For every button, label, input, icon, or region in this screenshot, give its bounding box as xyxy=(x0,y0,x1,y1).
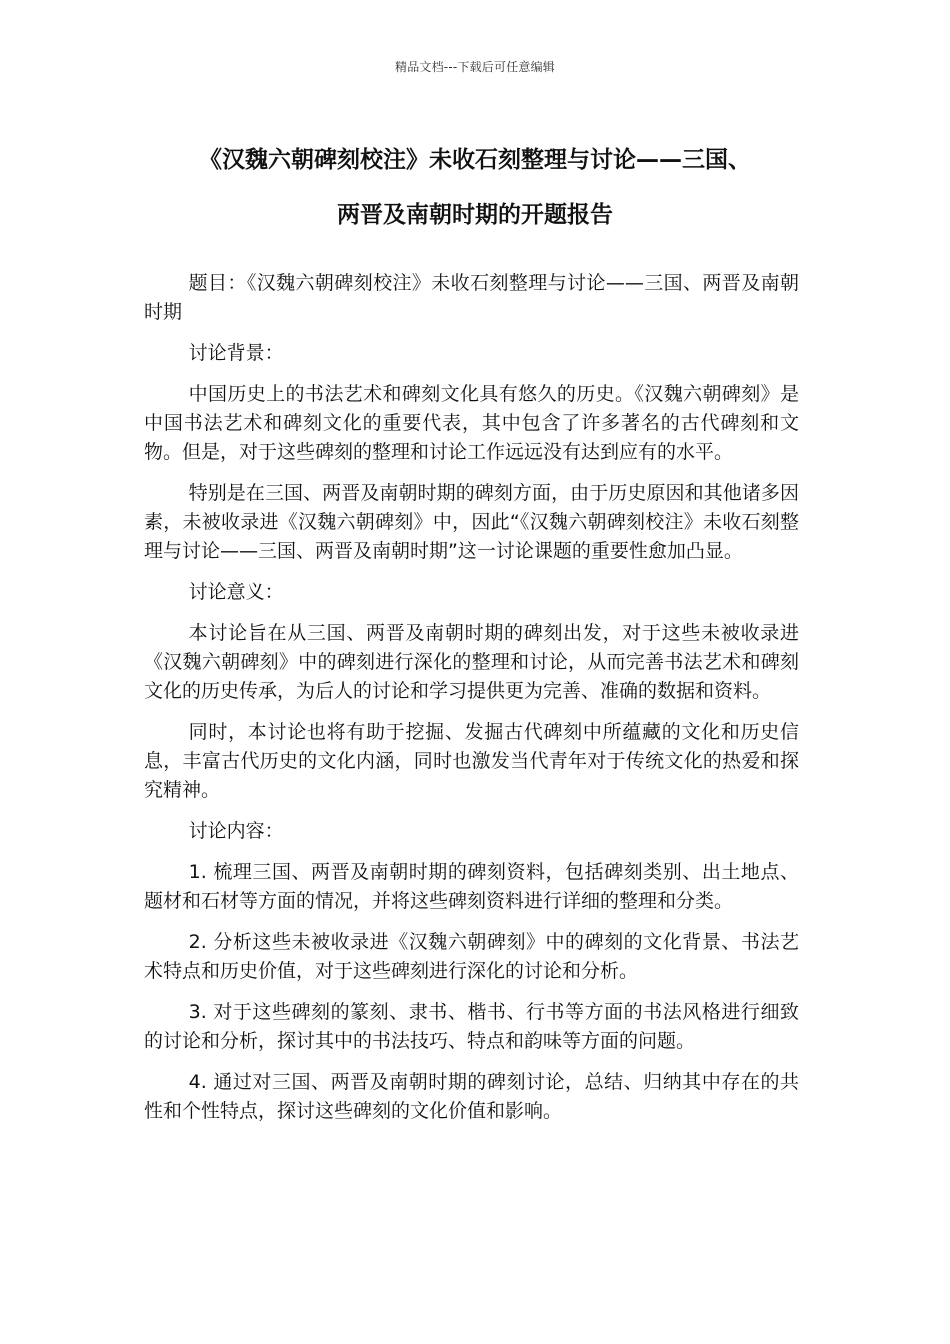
document-title xyxy=(130,133,820,243)
background-paragraph-1: 中国历史上的书法艺术和碑刻文化具有悠久的历史。《汉魏六朝碑刻》是中国书法艺术和碑刻文化的重要代表，其中包含了许多著名的古代碑刻和文物。但是，对于这些碑刻的整理和讨论工作远远没有达到应有的水平。 xyxy=(144,383,799,463)
content-item-3: 3. 对于这些碑刻的篆刻、隶书、楷书、行书等方面的书法风格进行细致的讨论和分析，探讨其中的书法技巧、特点和韵味等方面的问题。 xyxy=(144,1001,799,1052)
topic-paragraph: 题目：《汉魏六朝碑刻校注》未收石刻整理与讨论——三国、两晋及南朝时期 xyxy=(144,272,799,323)
title-line-1: 《汉魏六朝碑刻校注》未收石刻整理与讨论——三国、 xyxy=(199,147,751,173)
content-item-2: 2. 分析这些未被收录进《汉魏六朝碑刻》中的碑刻的文化背景、书法艺术特点和历史价值，对于这些碑刻进行深化的讨论和分析。 xyxy=(144,931,799,982)
significance-paragraph-1: 本讨论旨在从三国、两晋及南朝时期的碑刻出发，对于这些未被收录进《汉魏六朝碑刻》中的碑刻进行深化的整理和讨论，从而完善书法艺术和碑刻文化的历史传承，为后人的讨论和学习提供更为完善、准确的数据和资料。 xyxy=(144,622,799,702)
content-item-1: 1. 梳理三国、两晋及南朝时期的碑刻资料，包括碑刻类别、出土地点、题材和石材等方面的情况，并将这些碑刻资料进行详细的整理和分类。 xyxy=(144,861,799,912)
content-heading: 讨论内容： xyxy=(188,820,284,842)
title-line-2: 两晋及南朝时期的开题报告 xyxy=(337,202,613,228)
content-item-4: 4. 通过对三国、两晋及南朝时期的碑刻讨论，总结、归纳其中存在的共性和个性特点，探讨这些碑刻的文化价值和影响。 xyxy=(144,1071,799,1122)
background-paragraph-2: 特别是在三国、两晋及南朝时期的碑刻方面，由于历史原因和其他诸多因素，未被收录进《汉魏六朝碑刻》中，因此“《汉魏六朝碑刻校注》未收石刻整理与讨论——三国、两晋及南朝时期”这一讨论课题的重要性愈加凸显。 xyxy=(144,482,799,562)
background-heading: 讨论背景： xyxy=(188,342,284,364)
significance-heading: 讨论意义： xyxy=(188,581,284,603)
document-body xyxy=(144,269,799,1138)
page-header-watermark: 精品文档---下载后可任意编辑 xyxy=(395,60,555,74)
significance-paragraph-2: 同时，本讨论也将有助于挖掘、发掘古代碑刻中所蕴藏的文化和历史信息，丰富古代历史的文化内涵，同时也激发当代青年对于传统文化的热爱和探究精神。 xyxy=(144,721,799,801)
